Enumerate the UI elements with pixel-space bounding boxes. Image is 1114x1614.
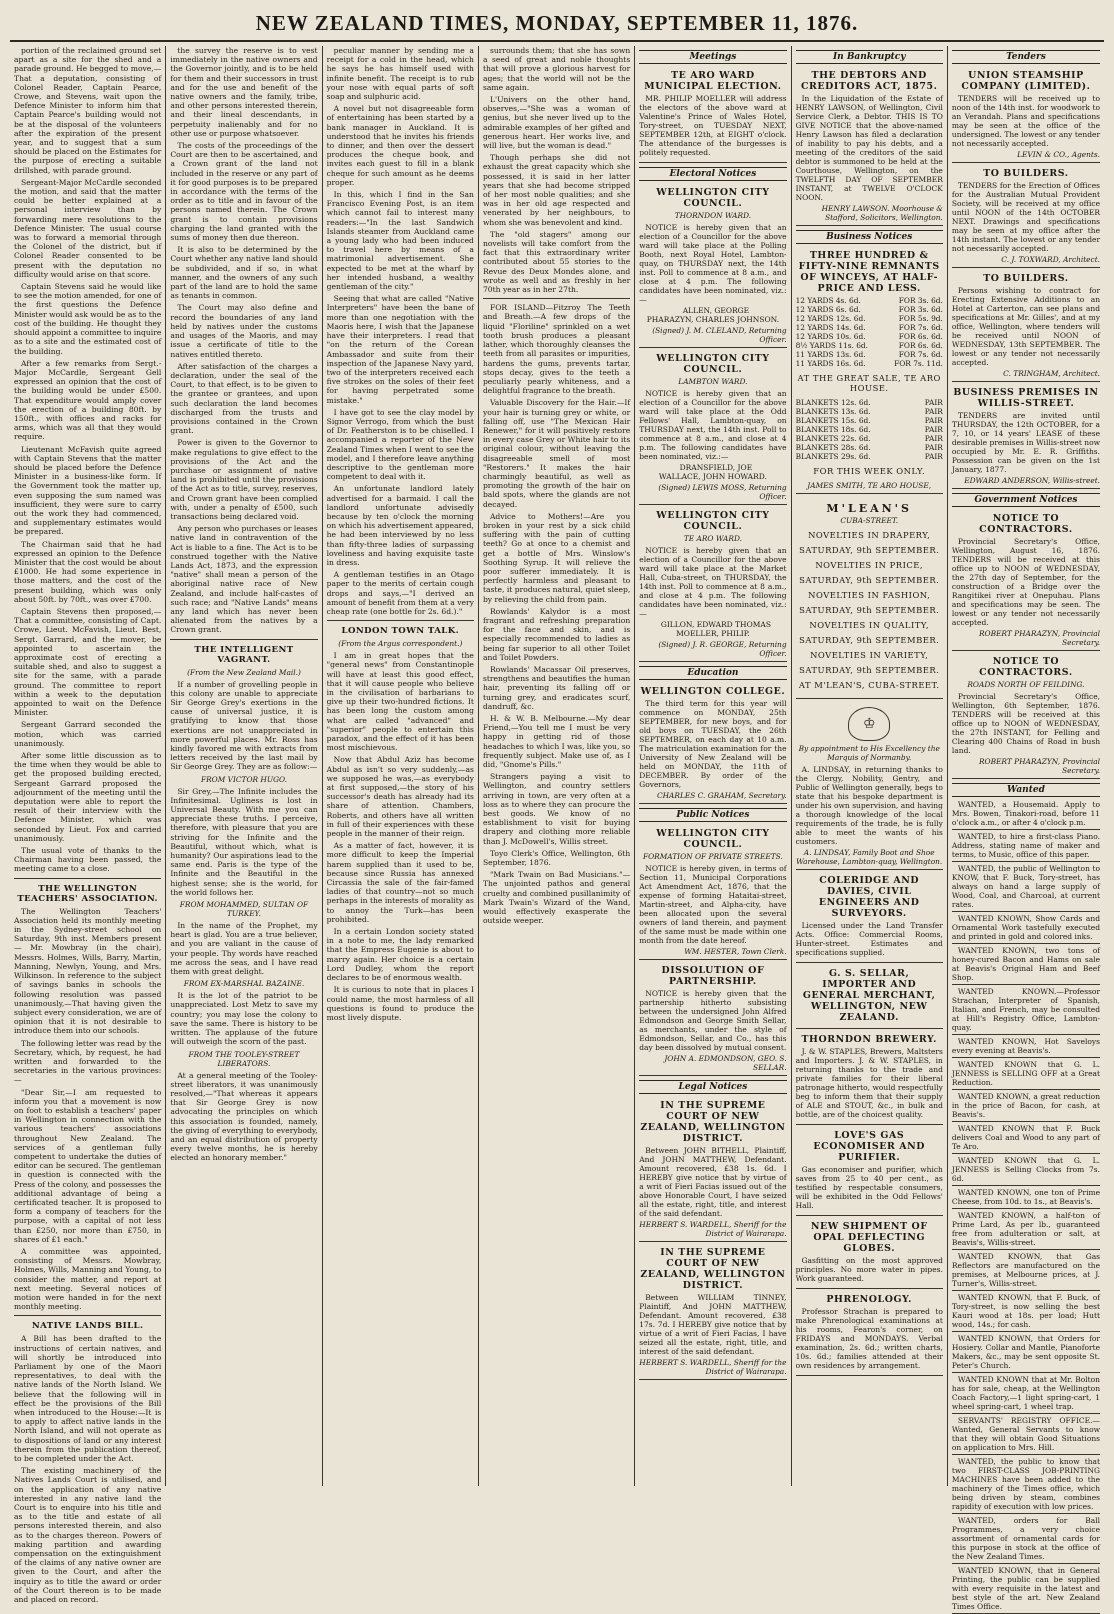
advert-paragraph: Toyo Clerk's Office, Wellington, 6th September, 1876. — [482, 848, 631, 868]
advert-signature: (Signed) J. R. GEORGE, Returning Officer. — [658, 640, 787, 658]
price-cell: PAIR — [924, 425, 943, 434]
price-row — [796, 314, 943, 323]
novelty-line: NOVELTIES IN QUALITY, — [809, 620, 929, 630]
letter-heading: FROM THE TOOLEY-STREET LIBERATORS. — [188, 1049, 300, 1068]
article-paragraph: I am in great hopes that the "general news" from Constantinople will have at least this good effect, that it will cause people who believe in the civilisation of barbarians to give up their two-hundred fictions. It has been long the custom among what are called "advanced" and "superior" people to entertain this paradox, and the effect of it has been most mischievous. — [326, 651, 474, 753]
novelties-list — [796, 530, 943, 675]
advert-body: MR. PHILIP MOELLER will address the electors of the above ward at Valentine's Prince of Wales Hotel, Tory-street, on TUESDAY NEXT, SEPTEMBER 12th, at EIGHT o'clock. The attendance of the burgesses is politely requested. — [639, 94, 787, 157]
price-row — [796, 434, 943, 443]
article-paragraph: Now that Abdul Aziz has become Abdul as isn't so very suddenly,—as we supposed he was,—as everybody at first supposed,—the story of his successor's death has already had its share of attention. Chambers, Roberts, and others have all written in full of their experiences with these people in the manner of their reign. — [326, 755, 474, 839]
wanted-ad: WANTED KNOWN, two tons of honey-cured Bacon and Hams on sale at Beavis's Original Ham and Beef Shop. — [952, 946, 1100, 985]
advert-body: NOTICE is hereby given, in terms of Section 11, Municipal Corporations Act Amendment Act, 1876, that the expense of forming Hataitai-street, Martin-street, and Alpha-city, have been allocated upon the several owners of land therein, and payment of the same must be made within one month from the date hereof. — [639, 864, 787, 945]
divider — [327, 620, 474, 621]
column-7 — [948, 46, 1104, 1611]
wanted-ad: WANTED KNOWN, that Orders for Hosiery. Collar and Mantle, Pianoforte Makers, &c., may be sent opposite St. Peter's Church. — [952, 1334, 1100, 1373]
advert-title: LOVE'S GAS ECONOMISER AND PURIFIER. — [813, 1130, 926, 1163]
article-paragraph: A novel but not disagreeable form of entertaining has been started by a bank manager in Auckland. It is understood that he invites his friends to dinner, and then over the dessert produces the cheque book, and invites each guest to fill in a blank cheque for such amount as he deems proper. — [326, 104, 474, 187]
article-paragraph: Sergeant-Major McCardle seconded the motion, and said that the matter could be better explained at a personal interview than by forwarding mere resolutions to the Defence Minister. The usual course was to forward a memorial through the Colonel of the district, but if Colonel Reader consented to be present with the deputation no difficulty would arise on that score. — [14, 177, 162, 279]
novelty-line: NOVELTIES IN DRAPERY, — [808, 530, 931, 540]
article-paragraph: The costs of the proceedings of the Court are then to be ascertained, and a Crown grant of the land not included in the reserve or any part of it for good purposes is to be prepared in accordance with the terms of the order as to title and in favour of the persons named therein. The Crown grant is to contain provisions charging the land granted with the sums of money then due thereon. — [170, 141, 318, 243]
article-paragraph: A committee was appointed, consisting of Messrs. Mowbray, Holmes, Wills, Manning and Young, to consider the matter, and report at next meeting. Several notices of motion were handed in for the next monthly meeting. — [14, 1246, 162, 1312]
letter-heading: FROM MOHAMMED, SULTAN OF TURKEY. — [179, 900, 309, 919]
advert-body: TENDERS for the Erection of Offices for the Australian Mutual Provident Society, will be received at my office until NOON of the 14th OCTOBER NEXT. Drawings and specifications may be seen at my office after the 14th instant. The lowest or any tender not necessarily accepted. — [951, 181, 1101, 253]
wanted-ad: WANTED KNOWN, one ton of Prime Cheese, from 10d. to 1s., at Beavis's. — [952, 1188, 1100, 1209]
price-row — [796, 398, 943, 407]
price-row — [796, 350, 943, 359]
price-cell: FOR 7s. 6d. — [898, 323, 943, 332]
columns — [10, 46, 1104, 1611]
price-cell: BLANKETS 15s. 6d. — [795, 416, 871, 425]
advert-subtitle: THORNDON WARD. — [674, 211, 752, 220]
novelty-line: SATURDAY, 9th SEPTEMBER. — [799, 545, 940, 555]
candidate-list: DRANSFIELD, JOE WALLACE, JOHN HOWARD. — [658, 463, 767, 481]
price-cell: PAIR — [924, 416, 943, 425]
article-paragraph: A Bill has been drafted to the instructions of certain natives, and will shortly be introduced into Parliament by one of the Maori representatives, to deal with the native lands of the North Island. We believe that the following will in effect be the provisions of the Bill when introduced to the House:—It is to apply to affect native lands in the North Island, and will not operate as to dispositions of land or any interest therein from the publication thereof, to be completed under the Act. — [14, 1334, 162, 1464]
price-cell: 8½ YARDS 11s. 6d. — [795, 341, 868, 350]
wanted-ad: WANTED KNOWN that G. L. JENNESS is SELLING OFF at a Great Reduction. — [952, 1060, 1100, 1090]
article-paragraph: Seeing that what are called "Native Interpreters" have been the bane of more than one negotiation with the Maoris here, I wish that the Japanese have their interpreters. I read that "on the return of the Corean Ambassador and suite from their inspection of the Japanese Navy yard, two of the interpreters received each five strokes on the soles of their feet for having perpetrated some mistake." — [326, 294, 474, 405]
advert-paragraph: FOR ISLAND—Fitzroy The Teeth and Breath.—A few drops of the liquid "Floriline" sprinkled on a wet tooth brush produces a pleasant lather, which thoroughly cleanses the teeth from all parasites or impurities, hardens the gums, prevents tartar, stops decay, gives to the teeth a peculiarly pearly whiteness, and a delightful fragrance to the breath. — [482, 303, 631, 396]
advert-body: Persons wishing to contract for Erecting Extensive Additions to an Hotel at Carterton, can see plans and specifications at Mr. Gilles', and at my office, Wellington, where tenders will be received until NOON of WEDNESDAY, 13th SEPTEMBER. The lowest or any tender not necessarily accepted. — [951, 286, 1101, 367]
advert-signature: JAMES SMITH, TE ARO HOUSE, — [807, 481, 932, 490]
price-cell: PAIR — [924, 398, 943, 407]
article-paragraph: As a matter of fact, however, it is more difficult to keep the Imperial harem supplied than it used to be, because since Russia has annexed Circassia the sale of the fair-famed ladies of that country—not so much perhaps in the interests of morality as to annoy the Turk—has been prohibited. — [326, 841, 474, 924]
price-cell: 12 YARDS 4s. 6d. — [795, 296, 861, 305]
price-cell: FOR 7s. 11d. — [894, 359, 943, 368]
advert-signature: CHARLES C. GRAHAM, Secretary. — [656, 791, 787, 800]
novelty-line: SATURDAY, 9th SEPTEMBER. — [799, 635, 940, 645]
advert — [952, 384, 1100, 489]
advert-title: THREE HUNDRED & FIFTY-NINE REMNANTS OF WINCEYS, AT HALF-PRICE AND LESS. — [798, 250, 940, 294]
advert — [796, 701, 943, 870]
advert-title: NEW SHIPMENT OF OPAL DEFLECTING GLOBES. — [810, 1221, 928, 1254]
price-cell: 12 YARDS 12s. 6d. — [795, 314, 866, 323]
advert-body: A. LINDSAY, in returning thanks to the Clergy, Nobility, Gentry, and Public of Wellington generally, begs to state that his bespoke department is under his own supervision, and having a thorough knowledge of the local requirements of the trade, he is fully able to meet the wants of his customers. — [795, 765, 943, 846]
advert-title: WELLINGTON CITY COUNCIL. — [656, 510, 770, 532]
advert-body: Provincial Secretary's Office, Wellington, 6th September, 1876. TENDERS will be received at this office up to NOON of WEDNESDAY, the 27th INSTANT, for Felling and Clearing 400 Chains of Road in bush land. — [951, 692, 1101, 755]
article-paragraph: "Dear Sir,—I am requested to inform you that a movement is now on foot to establish a teachers' paper in Wellington in connection with the various teachers' associations throughout New Zealand. The services of a gentleman fully competent to undertake the duties of editor can be secured. The gentleman in question is connected with the Press of the colony, and possesses the additional advantage of being a certificated teacher. It is proposed to form a company of teachers for the purpose, with a capital of not less than £250, nor more than £750, in shares of £1 each." — [14, 1087, 162, 1244]
advert-subtitle: AT THE GREAT SALE, TE ARO HOUSE. — [797, 373, 941, 393]
article-paragraph: In a certain London society stated in a note to me, the lady remarked that the Empress Eugenie is about to marry again. Her choice is a certain Lord Dudley, whom the report declares to be of enormous wealth. — [326, 927, 474, 983]
divider — [14, 1315, 161, 1316]
advert-body: NOTICE is hereby given that an election of a Councillor for the above ward will take place at the Market Hall, Cuba-street, on THURSDAY, the 14th inst. Poll to commence at 8 a.m., and close at 4 p.m. The following candidates have been nominated, viz.:— — [639, 546, 787, 618]
advert-body: TENDERS are invited until THURSDAY, the 12th OCTOBER, for a 7, 10, or 14 years' LEASE of these desirable premises in Willis-street now occupied by Mr. E. R. Griffiths. Possession can be given on the 1st January, 1877. — [951, 411, 1101, 474]
advert — [639, 683, 786, 804]
advert-body: Gasfitting on the most approved principles. No more water in pipes. Work guaranteed. — [795, 1256, 943, 1283]
advert — [952, 270, 1100, 382]
price-row — [796, 407, 943, 416]
section-heading-meetings: Meetings — [639, 50, 786, 64]
advert-body: Between JOHN BITHELL, Plaintiff, And JOHN MATTHEW, Defendant. Amount recovered, £38 1s. 6d. I HEREBY give notice that by virtue of a writ of Fieri Facias issued out of the above Honorable Court, I have seized all the estate, right, title, and interest of the said defendant. — [639, 1146, 787, 1218]
article-paragraph: In the name of the Prophet, my heart is glad. You are a true believer, and you are valiant in the cause of your people. Thy words have reached me across the seas, and I have read them with great delight. — [170, 921, 318, 977]
advert-body: NOTICE is hereby given that an election of a Councillor for the above ward will take place at the Polling Booth, next Royal Hotel, Lambton-quay, on THURSDAY next, the 14th inst. Poll to commence at 8 a.m., and close at 4 p.m. The following candidates have been nominated, viz.:— — [639, 223, 787, 304]
divider — [170, 639, 317, 640]
novelty-line: SATURDAY, 9th SEPTEMBER. — [799, 605, 940, 615]
price-cell: FOR 7s. 6d. — [898, 350, 943, 359]
section-heading-bankruptcy: In Bankruptcy — [796, 50, 943, 64]
section-heading-public-notices: Public Notices — [639, 808, 786, 822]
advert-paragraph: H. & W. B. Melbourne.—My dear Friend,—You tell me I must be very happy in getting rid of those headaches to which I was, like you, so frequently subject. Make use of, as I did, "Gnome's Pills." — [482, 714, 631, 770]
advert-body: Licensed under the Land Transfer Acts. Office: Commercial Rooms, Hunter-street. Estimates and specifications supplied. — [795, 921, 943, 957]
advert — [639, 962, 786, 1076]
price-cell: PAIR — [924, 434, 943, 443]
advert-title: PHRENOLOGY. — [826, 1294, 913, 1305]
price-row — [796, 416, 943, 425]
price-row — [796, 425, 943, 434]
article-paragraph: At a general meeting of the Tooley-street liberators, it was unanimously resolved,—"That whereas it appears that Sir George Grey is now advocating the principles on which this association is founded, namely, the giving of everything to everybody, and an equal distribution of property every twelve months, he is hereby elected an honorary member." — [170, 1070, 318, 1163]
masthead — [10, 6, 1104, 42]
price-list — [796, 296, 943, 368]
divider — [14, 878, 161, 879]
advert-paragraph: Strangers paying a visit to Wellington, and country settlers arriving in town, are very often at a loss as to where they can procure the best goods. We know of no establishment to visit for buying drapery and clothing more reliable than J. McDowell's, Willis street. — [482, 772, 631, 846]
advert-body: Between WILLIAM TINNEY, Plaintiff, And JOHN MATTHEW, Defendant. Amount recovered, £38 17s. 7d. I HEREBY give notice that by virtue of a writ of Fieri Facias, I have seized all the estate, right, title, and interest of the said defendant. — [639, 1293, 787, 1356]
article-source: (From the New Zealand Mail.) — [187, 667, 301, 677]
advert-subtitle: LAMBTON WARD. — [678, 377, 748, 386]
article-paragraph: After a few remarks from Sergt.-Major McCardle, Sergeant Gell expressed an opinion that the cost of the building would be under £500. That expenditure would amply cover the erection of a building 80ft. by 150ft., with offices and racks for arms, which was all that they would require. — [14, 358, 162, 442]
section-heading-education: Education — [639, 666, 786, 680]
advert — [796, 1031, 943, 1125]
advert-signature: HERBERT S. WARDELL, Sheriff for the District of Wairarapa. — [639, 1358, 787, 1376]
advert-title: WELLINGTON CITY COUNCIL. — [656, 828, 770, 850]
advert-signature: JOHN A. EDMONDSON, GEO. S. SELLAR. — [664, 1054, 787, 1072]
advert-signature: HERBERT S. WARDELL, Sheriff for the District of Wairarapa. — [639, 1220, 787, 1238]
advert-title: WELLINGTON CITY COUNCIL. — [656, 187, 770, 209]
advert-signature: (Signed) J. M. CLELAND, Returning Officer. — [652, 326, 787, 344]
wanted-ad: WANTED KNOWN, Hot Saveloys every evening at Beavis's. — [952, 1037, 1100, 1058]
price-cell: FOR 3s. 6d. — [898, 296, 943, 305]
advert — [639, 184, 786, 348]
advert-subtitle: ROADS NORTH OF FEILDING. — [967, 680, 1085, 689]
price-cell: BLANKETS 18s. 6d. — [795, 425, 871, 434]
section-heading-legal-notices: Legal Notices — [639, 1080, 786, 1094]
advert-paragraph: "Mark Twain on Bad Musicians."—The unjointed pathos and general cruelty and combined pusillanimity of Mark Twain's Wizard of the Wand, would effectively exasperate the outside weeper. — [482, 870, 631, 926]
advert-title: IN THE SUPREME COURT OF NEW ZEALAND, WELLINGTON DISTRICT. — [640, 1247, 786, 1291]
novelty-line: SATURDAY, 9th SEPTEMBER. — [799, 665, 940, 675]
advert — [639, 350, 786, 505]
wanted-ad: WANTED, the public of Wellington to KNOW, that F. Buck, Tory-street, has always on hand a large supply of Wood, Coal, and Charcoal, at current rates. — [952, 864, 1100, 912]
advert-subtitle: CUBA-STREET. — [840, 516, 899, 525]
advert — [796, 67, 943, 226]
advert — [639, 507, 786, 662]
article-paragraph: surrounds them; that she has sown a seed of great and noble thoughts that will prove a glorious harvest for ages; that the world will not be the same again. — [482, 46, 631, 92]
advert-title: NOTICE TO CONTRACTORS. — [979, 656, 1073, 678]
advert-signature: LEVIN & CO., Agents. — [1017, 150, 1101, 159]
advert-paragraph: Rowlands' Kalydor is a most fragrant and refreshing preparation for the face and skin, and is especially recommended to ladies as being far superior to all other Toilet and Toilet Powders. — [482, 606, 631, 662]
article-paragraph: The existing machinery of the Natives Lands Court is utilised, and on the application of any native interested in any native land the Court is to enquire into his title and as to the title and estate of all persons interested therein, and also as to the charges thereon. Powers of making partition and awarding compensation on the extinguishment of the claims of any native owner are given to the Court, and after the inquiry as to title the award or order of the Court thereon is to be made and placed on record. — [14, 1466, 162, 1605]
royal-crest-icon: ♔ — [848, 707, 890, 741]
price-cell: BLANKETS 12s. 6d. — [795, 398, 871, 407]
advert-title: NOTICE TO CONTRACTORS. — [979, 513, 1073, 535]
advert-title: M'LEAN'S — [826, 502, 912, 515]
article-source: (From the Argus correspondent.) — [338, 639, 463, 649]
price-cell: BLANKETS 28s. 6d. — [795, 443, 871, 452]
advert-signature: C. TRINGHAM, Architect. — [1003, 369, 1101, 378]
column-4 — [479, 46, 635, 1486]
advert-body: TENDERS will be received up to noon of the 14th inst. for woodwork to an Verandah. Plans and specifications may be seen at the office of the undersigned. The lowest or any tender not necessarily accepted. — [951, 94, 1101, 148]
advert-body: Provincial Secretary's Office, Wellington, August 16, 1876. TENDERS will be received at this office up to NOON of WEDNESDAY, the 27th day of September, for the construction of a Bridge over the Rangitikei river at Onepuhau. Plans and specifications may be seen. The lowest or any tender not necessarily accepted. — [951, 537, 1101, 627]
advert — [952, 165, 1100, 268]
article-paragraph: The Wellington Teachers' Association held its monthly meeting in the Sydney-street school on Saturday, 9th inst. Members present — Mr. Mowbray (in the chair), Messrs. Holmes, Wills, Barry, Martin, Manning, Newlyn, Young, and Mrs. Wilkinson. In reference to the subject of savings banks in schools the following resolution was passed unanimously,—That having given the subject every consideration, we are of opinion that it is not desirable to introduce them into our schools. — [14, 906, 162, 1036]
advert-body: NOTICE is hereby given that an election of a Councillor for the above ward will take place at the Odd Fellows' Hall, Lambton-quay, on THURSDAY next, the 14th inst. Poll to commence at 8 a.m., and close at 4 p.m. The following candidates have been nominated, viz.:— — [639, 389, 787, 461]
price-row — [796, 452, 943, 461]
article-paragraph: The Court may also define and record the boundaries of any land held by natives under the customs and usages of the Maoris, and may issue a certificate of title to the natives entitled thereto. — [170, 303, 318, 359]
article-paragraph: Sergeant Garrard seconded the motion, which was carried unanimously. — [14, 720, 162, 748]
wanted-ad: WANTED KNOWN, that in General Printing, the public can be supplied with every requisite in the latest and best style of the art. New Zealand Times Office. — [952, 1566, 1100, 1614]
price-cell: 11 YARDS 13s. 6d. — [795, 350, 866, 359]
advert-title: TO BUILDERS. — [983, 168, 1069, 179]
wanted-ad: WANTED KNOWN, that F. Buck, of Tory-street, is now selling the best Kauri wood at 18s. per load; Hutt wood, 14s.; for cash. — [952, 1293, 1100, 1332]
article-paragraph: The following letter was read by the Secretary, which, by request, he had written and forwarded to the secretaries in the various provinces:— — [14, 1038, 162, 1085]
advert-title: COLERIDGE AND DAVIES, CIVIL ENGINEERS AND SURVEYORS. — [818, 875, 920, 919]
price-cell: FOR 5s. 9d. — [898, 314, 943, 323]
price-row — [796, 332, 943, 341]
advert-body: Professor Strachan is prepared to make Phrenological examinations at his rooms, Fearon's corner, on FRIDAYS and MONDAYS. Verbal examination, 2s. 6d.; written charts, 10s. 6d.; families attended at their own residences by arrangement. — [795, 1307, 943, 1370]
article-paragraph: In this, which I find in the San Francisco Evening Post, is an item which cannot fail to interest many readers:—"In the last Sandwich Islands steamer from Auckland came a young lady who had been induced to travel here by means of a matrimonial advertisement. She expected to be met at the wharf by her intended husband, a wealthy gentleman of the city." — [326, 190, 474, 292]
advert — [796, 1127, 943, 1216]
wanted-ad: WANTED, the public to know that two FIRST-CLASS JOB-PRINTING MACHINES have been added to the machinery of the Times office, which being driven by steam, combines rapidity of execution with low prices. — [952, 1457, 1100, 1514]
masthead-title: NEW ZEALAND TIMES, MONDAY, SEPTEMBER 11, 1876. — [255, 10, 859, 35]
advert — [952, 510, 1100, 651]
article-heading: THE INTELLIGENT VAGRANT. — [194, 644, 294, 665]
advert — [639, 825, 786, 960]
advert — [796, 872, 943, 963]
price-row — [796, 341, 943, 350]
advert-title: WELLINGTON CITY COUNCIL. — [656, 353, 770, 375]
wanted-ad: WANTED KNOWN, a half-ton of Prime Lard, As per lb., guaranteed free from adulteration or salt, at Beavis's, Willis-street. — [952, 1211, 1100, 1250]
advert-body: Gas economiser and purifier, which saves from 25 to 40 per cent., as testified by respectable consumers, will be exhibited in the Odd Fellows' Hall. — [795, 1165, 943, 1210]
advert-signature: WM. HESTER, Town Clerk. — [684, 947, 787, 956]
section-heading-wanted: Wanted — [952, 783, 1100, 797]
price-cell: BLANKETS 29s. 6d. — [795, 452, 871, 461]
article-paragraph: After some little discussion as to the time when they would be able to get the proposed building erected, Sergeant Garrard proposed the adjournment of the meeting until the deputation were able to report the result of their interview with the Defence Minister, which was seconded by Lieut. Fox and carried unanimously. — [14, 751, 162, 843]
article-paragraph: After satisfaction of the charges a declaration, under the seal of the Court, to that effect, is to be given to the grantee or grantees, and upon such declaration the land becomes discharged from the trusts and provisions contained in the Crown grant. — [170, 361, 318, 436]
wanted-ad: WANTED, a Housemaid. Apply to Mrs. Bowen, Tinakori-road, before 11 o'clock a.m., or after 4 o'clock p.m. — [952, 800, 1100, 830]
price-cell: BLANKETS 13s. 6d. — [795, 407, 871, 416]
advert-paragraph: Advice to Mothers!—Are you broken in your rest by a sick child suffering with the pain of cutting teeth? Go at once to a chemist and get a bottle of Mrs. Winslow's Soothing Syrup. It will relieve the poor sufferer immediately. It is perfectly harmless and pleasant to taste, it produces natural, quiet sleep, by relieving the child from pain. — [482, 511, 631, 604]
article-paragraph: Power is given to the Governor to make regulations to give effect to the provisions of the Act and the purchase or assignment of native land is prohibited until the provisions of the Act as to title, survey, reserves, and Crown grant have been complied with, under a penalty of £500, such transactions being declared void. — [170, 438, 318, 521]
wanted-ad: SERVANTS' REGISTRY OFFICE.—Wanted, General Servants to know that they will obtain Good Situations on application to Mrs. Hill. — [952, 1416, 1100, 1455]
advert — [796, 965, 943, 1029]
price-row — [796, 443, 943, 452]
advert-body: The third term for this year will commence on MONDAY, 25th SEPTEMBER, for new boys, and for old boys on TUESDAY, the 26th SEPTEMBER, on each day at 10 a.m. The matriculation examination for the University of New Zealand will be held on MONDAY, the 11th of DECEMBER. By order of the Governors, — [639, 699, 787, 789]
advert — [639, 67, 786, 163]
article-paragraph: Captain Stevens then proposed,—That a committee, consisting of Capt. Crowe, Lieut. McFavish, Lieut. Best, Sergt. Garrard, and the mover, be appointed to ascertain the approximate cost of erecting a suitable shed, and also to suggest a site for the same, with a parade ground. The committee to report within a week to the deputation appointed to wait on the Defence Minister. — [14, 606, 162, 718]
section-heading-tenders: Tenders — [952, 50, 1100, 64]
article-paragraph: Lieutenant McFavish quite agreed with Captain Stevens that the matter should be placed before the Defence Minister in a business-like form. If the Government took the matter up, even supposing the sum named was insufficient, they were sure to carry out the work they had commenced, and supplementary estimates would be prepared. — [14, 444, 162, 537]
advert — [639, 1244, 786, 1380]
wanted-ad: WANTED, to hire a first-class Piano. Address, stating name of maker and terms, to Music, office of this paper. — [952, 832, 1100, 862]
article-paragraph: the survey the reserve is to vest immediately in the native owners and the Governor jointly, and is to be held for them and their successors in trust and for the use and benefit of the native owners and the family, tribe, and other persons interested therein, and their lineal descendants, in perpetuity inalienably and for no other use or purpose whatsoever. — [170, 46, 318, 138]
wanted-ad: WANTED KNOWN that at Mr. Bolton has for sale, cheap, at the Wellington Coach Factory,—1 light spring-cart, 1 wheel spring-cart, 1 wheel trap. — [952, 1375, 1100, 1414]
column-5 — [635, 46, 791, 1486]
price-cell: FOR 6s. 6d. — [898, 332, 943, 341]
advert-signature: C. J. TOXWARD, Architect. — [1001, 255, 1101, 264]
price-row — [796, 359, 943, 368]
article-paragraph: A gentleman testifies in an Otago paper to the merits of certain cough drops and says,—"I derived an amount of benefit from them at a very cheap rate (one bottle for 2s. 6d.)." — [326, 570, 474, 616]
article-paragraph: The usual vote of thanks to the Chairman having been passed, the meeting came to a close. — [14, 846, 162, 874]
advert-subtitle: TE ARO WARD. — [683, 534, 742, 543]
article-paragraph: Sir Grey,—The Infinite includes the Infinitesimal. Ugliness is lost in Universal Beauty. With me you can appreciate these truths. I perceive, therefore, with pleasure that you are striving for the Infinite and the Beautiful, without which, what is humanity? Our aspirations lead to the same end. Paris is the type of the Infinite and the Beautiful in the highest sense; she is the world, for the world follows her. — [170, 786, 318, 897]
article-paragraph: The "old stagers" among our novelists will take comfort from the fact that this extraordinary writer contributed about 55 stories to the Revue des Deux Mondes alone, and wrote as well and as freshly in her 70th year as in her 27th. — [482, 229, 631, 295]
advert-subtitle: FOR THIS WEEK ONLY. — [813, 466, 926, 476]
price-cell: 12 YARDS 10s. 6d. — [795, 332, 866, 341]
price-cell: FOR 3s. 6d. — [898, 305, 943, 314]
price-cell: PAIR — [924, 452, 943, 461]
advert-paragraph: Valuable Discovery for the Hair.—If your hair is turning grey or white, or falling off, use "The Mexican Hair Renewer," for it will positively restore in every case Grey or White hair to its original colour, without leaving the disagreeable smell of most "Restorers." It makes the hair charmingly beautiful, as well as promoting the growth of the hair on bald spots, where the glands are not decayed. — [482, 398, 631, 509]
advert-body: In the Liquidation of the Estate of HENRY LAWSON, of Wellington, Civil Service Clerk, a Debtor. THIS IS TO GIVE NOTICE that the above-named Henry Lawson has filed a declaration of inability to pay his debts, and a meeting of the creditors of the said debtor is summoned to be held at the Courthouse, Wellington, on the TWELFTH DAY OF SEPTEMBER INSTANT, at TWELVE O'CLOCK NOON. — [795, 94, 943, 202]
wanted-ad: WANTED KNOWN, that Gas Reflectors are manufactured on the premises, at Melbourne prices, at J. Turner's, Willis-street. — [952, 1252, 1100, 1291]
advert-title: THE DEBTORS AND CREDITORS ACT, 1875. — [800, 70, 938, 92]
advert-signature: HENRY LAWSON. Moorhouse & Stafford, Solicitors, Wellington. — [821, 204, 943, 222]
price-row — [796, 296, 943, 305]
novelty-line: NOVELTIES IN VARIETY, — [810, 650, 929, 660]
section-heading-electoral: Electoral Notices — [639, 167, 786, 181]
wanted-ad: WANTED KNOWN, Show Cards and Ornamental Work tastefully executed and printed in gold and colored inks. — [952, 914, 1100, 944]
advert-signature: A. LINDSAY, Family Boot and Shoe Warehouse, Lambton-quay, Wellington. — [796, 848, 943, 866]
price-cell: 12 YARDS 6s. 6d. — [795, 305, 861, 314]
advert — [952, 653, 1100, 779]
article-heading: LONDON TOWN TALK. — [341, 626, 459, 637]
article-heading: NATIVE LANDS BILL. — [31, 1321, 144, 1332]
advert — [952, 67, 1100, 163]
article-paragraph: The Chairman said that he had expressed an opinion to the Defence Minister that the cost would be about £1000. He had some experience in those matters, and the cost of the present building, which was only about 50ft. by 70ft., was over £700. — [14, 539, 162, 604]
column-6 — [792, 46, 948, 1486]
article-paragraph: An unfortunate landlord lately advertised for a barmaid. I call the landlord unfortunate advisedly because by ten o'clock the morning on which his advertisement appeared, he had been interviewed by no less than fifty-three ladies of surpassing loveliness and having exquisite taste in dress. — [326, 484, 474, 567]
novelty-line: NOVELTIES IN PRICE, — [815, 560, 924, 570]
price-list — [796, 398, 943, 461]
price-cell: 11 YARDS 16s. 6d. — [795, 359, 866, 368]
advert-title: UNION STEAMSHIP COMPANY (LIMITED). — [961, 70, 1091, 92]
price-cell: PAIR — [924, 443, 943, 452]
advert-signature: (Signed) LEWIS MOSS, Returning Officer. — [658, 483, 787, 501]
novelty-line: SATURDAY, 9th SEPTEMBER. — [799, 575, 940, 585]
article-paragraph: It is curious to note that in places I could name, the most harmless of all questions is found to produce the most lively dispute. — [326, 985, 474, 1022]
candidate-list: GILLON, EDWARD THOMAS MOELLER, PHILIP. — [660, 620, 771, 638]
article-paragraph: Captain Stevens said he would like to see the motion amended, for one of the first questions the Defence Minister would ask would be as to the cost of the building. He thought they should appoint a committee to inquire as to a site and the estimated cost of the building. — [14, 282, 162, 356]
advert-title: BUSINESS PREMISES IN WILLIS-STREET. — [953, 387, 1099, 409]
section-heading-business-notices: Business Notices — [796, 230, 943, 244]
advert — [796, 1218, 943, 1289]
article-paragraph: I have got to see the clay model by Signor Verrogo, from which the bust of Dr. Featherston is to be chiselled. I accompanied a reporter of the New Zealand Times when I went to see the model, and I therefore leave anything descriptive to the gentleman more competent to deal with it. — [326, 407, 474, 482]
article-paragraph: portion of the reclaimed ground set apart as a site for the shed and a parade ground. He begged to move,—That a deputation, consisting of Colonel Reader, Captain Pearce, Crowe, and Stevens, wait upon the Defence Minister to inform him that Captain Pearce's building would not be at the disposal of the volunteers after the expiration of the present year, and to suggest that a sum should be placed on the Estimates for the purpose of erecting a suitable drillshed, with parade ground. — [14, 46, 162, 175]
novelty-line: NOVELTIES IN FASHION, — [808, 590, 931, 600]
wanted-ad: WANTED KNOWN that G. L. JENNESS is Selling Clocks from 7s. 6d. — [952, 1156, 1100, 1186]
column-1 — [10, 46, 166, 1605]
advert-signature: EDWARD ANDERSON, Willis-street. — [964, 476, 1101, 485]
advert-title: G. S. SELLAR, IMPORTER AND GENERAL MERCHANT, WELLINGTON, NEW ZEALAND. — [802, 968, 936, 1023]
article-paragraph: It is also to be determined by the Court whether any native land should be subdivided, and if so, in what manner, and the owners of any such part of the land are to hold the same as tenants in common. — [170, 245, 318, 301]
advert — [639, 1097, 786, 1242]
article-paragraph: If a number of grovelling people in this colony are unable to appreciate Sir George Grey's exertions in the cause of universal justice, it is gratifying to know that those exertions are not unappreciated in more powerful places. Mr. Ross has kindly favored me with extracts from letters received by the last mail by Sir George Grey. They are as follow:— — [170, 679, 318, 772]
article-paragraph: peculiar manner by sending me a receipt for a cold in the head, which he says he has himself used with infinite benefit. The receipt is to rub your nose with equal parts of soft soap and sulphuric acid. — [326, 46, 474, 102]
section-heading-government-notices: Government Notices — [952, 493, 1100, 507]
advert-signature: ROBERT PHARAZYN, Provincial Secretary. — [978, 629, 1101, 647]
article-heading: THE WELLINGTON TEACHERS' ASSOCIATION. — [17, 883, 158, 904]
column-3 — [323, 46, 479, 1486]
wanted-ad: WANTED KNOWN, a great reduction in the price of Bacon, for cash, at Beavis's. — [952, 1092, 1100, 1122]
candidate-list: ALLEN, GEORGE PHARAZYN, CHARLES JOHNSON. — [646, 306, 780, 324]
advert-title: DISSOLUTION OF PARTNERSHIP. — [661, 965, 765, 987]
divider — [483, 298, 630, 299]
price-row — [796, 323, 943, 332]
advert-body: J. & W. STAPLES, Brewers, Maltsters and Importers. J. & W. STAPLES, in returning thanks to the trade and private families for their liberal patronage hitherto, would respectfully beg to inform them that their supply of ALE and STOUT, &c., in bulk and bottle, are of the choicest quality. — [795, 1047, 943, 1119]
price-cell: FOR 6s. 6d. — [898, 341, 943, 350]
advert-signature: ROBERT PHARAZYN, Provincial Secretary. — [978, 757, 1101, 775]
article-paragraph: L'Univers on the other hand, observes,—"She was a woman of genius, but she never lived up to the admirable examples of her gifted and generous heart. Her works live, and will live, but the woman is dead." — [482, 95, 631, 151]
advert-subtitle: FORMATION OF PRIVATE STREETS. — [642, 852, 783, 861]
price-row — [796, 305, 943, 314]
advert — [796, 1291, 943, 1376]
wanted-ads — [952, 800, 1100, 1614]
advert-subtitle: AT M'LEAN'S, CUBA-STREET. — [798, 680, 940, 690]
wanted-ad: WANTED, orders for Ball Programmes, a very choice assortment of ornamental cards for this purpose in stock at the office of the New Zealand Times. — [952, 1516, 1100, 1564]
advert-body: NOTICE is hereby given that the partnership hitherto subsisting between the undersigned John Alfred Edmondson and George Smith Sellar, as merchants, under the style of Edmondson, Sellar, and Co., has this day been dissolved by mutual consent. — [639, 989, 787, 1052]
price-cell: PAIR — [924, 407, 943, 416]
advert-title: WELLINGTON COLLEGE. — [640, 686, 786, 697]
advert — [796, 496, 943, 699]
article-paragraph: Any person who purchases or leases native land in contravention of the Act is liable to a fine. The Act is to be construed together with the Native Lands Act, 1873, and the expression "native" shall mean a person of the aboriginal native race of New Zealand, and include half-castes of such race; and "Native Lands" means any land which has never been alienated from the natives by a Crown grant. — [170, 524, 318, 635]
wanted-ad: WANTED KNOWN.—Professor Strachan, Interpreter of Spanish, Italian, and French, may be consulted at Hill's Registry Office, Lambton-quay. — [952, 987, 1100, 1035]
column-2 — [166, 46, 322, 1486]
advert-title: TE ARO WARD MUNICIPAL ELECTION. — [644, 70, 782, 92]
article-paragraph: Though perhaps she did not exhaust the great capacity which she possessed, it is said in her latter years that she had become stripped of her most noble qualities; and she was in her old age respected and venerated by her neighbours, to whom she was benevolent and kind. — [482, 153, 631, 227]
advert-caption: By appointment to His Excellency the Marquis of Normanby. — [798, 744, 940, 762]
wanted-ad: WANTED KNOWN that F. Buck delivers Coal and Wood to any part of Te Aro. — [952, 1124, 1100, 1154]
price-cell: 12 YARDS 14s. 6d. — [795, 323, 866, 332]
letter-heading: FROM EX-MARSHAL BAZAINE. — [183, 979, 305, 989]
price-cell: BLANKETS 22s. 6d. — [795, 434, 871, 443]
advert-title: IN THE SUPREME COURT OF NEW ZEALAND, WELLINGTON DISTRICT. — [640, 1100, 786, 1144]
advert-title: TO BUILDERS. — [983, 273, 1069, 284]
letter-heading: FROM VICTOR HUGO. — [200, 774, 287, 784]
advert — [796, 247, 943, 494]
article-paragraph: It is the lot of the patriot to be unappreciated. Lost Metz to save my country; you may lose the colony to save the same. There is history to be written. The applause of the future will outweigh the scorn of the past. — [170, 991, 318, 1047]
advert-paragraph: Rowlands' Macassar Oil preserves, strengthens and beautifies the human hair, preventing its falling off or turning grey, and eradicates scurf, dandruff, &c. — [482, 665, 631, 711]
advert-title: THORNDON BREWERY. — [801, 1034, 937, 1045]
